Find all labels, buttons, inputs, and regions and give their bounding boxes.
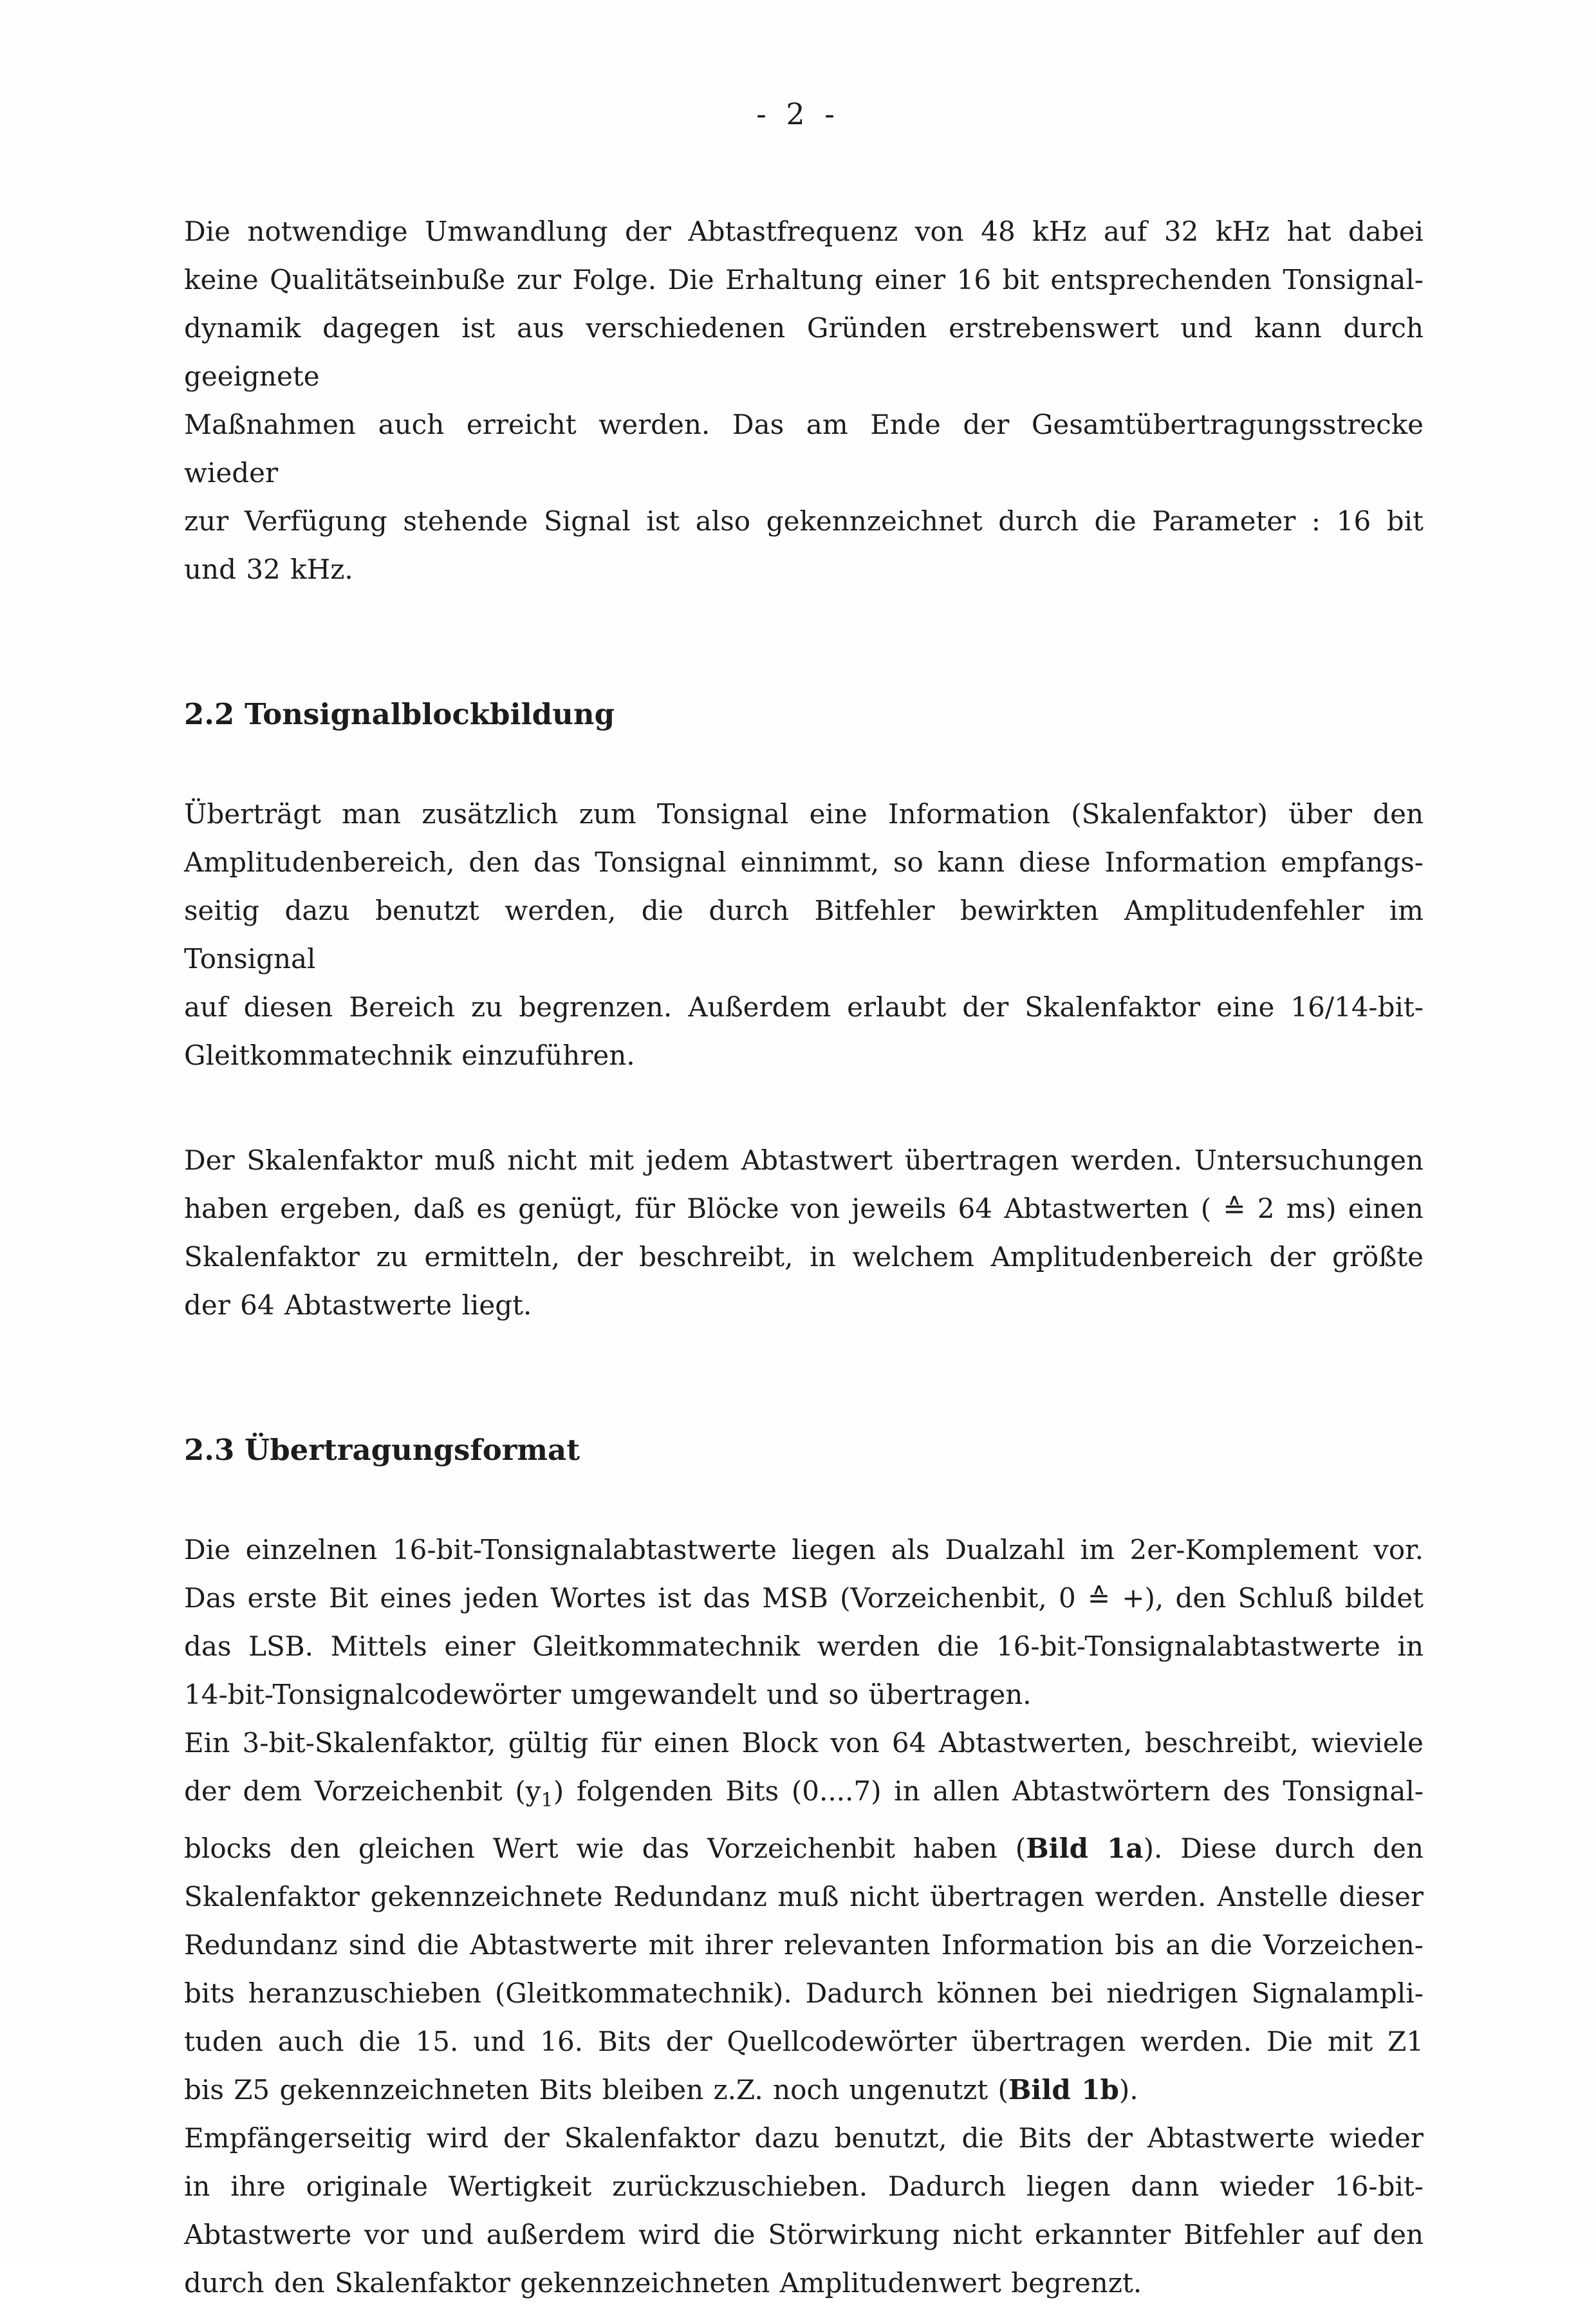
text-line: bis Z5 gekennzeichneten Bits bleiben z.Z. noch ungenutzt (Bild 1b).	[184, 2074, 1138, 2106]
page-number: - 2 -	[756, 97, 840, 131]
text-line: Der Skalenfaktor muß nicht mit jedem Abtastwert übertragen werden. Untersuchungen	[184, 1144, 1424, 1176]
text-line: Redundanz sind die Abtastwerte mit ihrer relevanten Information bis an die Vorzeichen-	[184, 1929, 1424, 1961]
text-line: Gleitkommatechnik einzuführen.	[184, 1040, 635, 1071]
text-line: der 64 Abtastwerte liegt.	[184, 1289, 532, 1321]
text-line: Skalenfaktor gekennzeichnete Redundanz muß nicht übertragen werden. Anstelle dieser	[184, 1881, 1424, 1913]
text-line: das LSB. Mittels einer Gleitkommatechnik werden die 16-bit-Tonsignalabtastwerte in	[184, 1630, 1424, 1662]
text-line: auf diesen Bereich zu begrenzen. Außerdem erlaubt der Skalenfaktor eine 16/14-bit-	[184, 991, 1424, 1023]
section-heading: 2.2 Tonsignalblockbildung	[184, 697, 615, 731]
text-line: bits heranzuschieben (Gleitkommatechnik). Dadurch können bei niedrigen Signalampli-	[184, 1977, 1424, 2010]
paragraph	[184, 207, 1424, 593]
text-line: in ihre originale Wertigkeit zurückzuschieben. Dadurch liegen dann wieder 16-bit-	[184, 2171, 1424, 2203]
text-line: Das erste Bit eines jeden Wortes ist das MSB (Vorzeichenbit, 0 ≙ +), den Schluß bildet	[184, 1582, 1424, 1614]
text-line: der dem Vorzeichenbit $(y_1)$ folgenden Bits (0....7) in allen Abtastwörtern des Tonsignal-	[184, 1775, 1424, 1812]
text-line: Amplitudenbereich, den das Tonsignal einnimmt, so kann diese Information empfangs-	[184, 846, 1424, 878]
text-line: Empfängerseitig wird der Skalenfaktor dazu benutzt, die Bits der Abtastwerte wieder	[184, 2122, 1424, 2154]
text-line: dynamik dagegen ist aus verschiedenen Gründen erstrebenswert und kann durch geeignete	[184, 312, 1424, 392]
text-line: Überträgt man zusätzlich zum Tonsignal eine Information (Skalenfaktor) über den	[184, 798, 1424, 830]
text-line: Abtastwerte vor und außerdem wird die Störwirkung nicht erkannter Bitfehler auf den	[184, 2219, 1424, 2251]
text-line: haben ergeben, daß es genügt, für Blöcke von jeweils 64 Abtastwerten ( ≙ 2 ms) einen	[184, 1193, 1424, 1224]
text-line: Ein 3-bit-Skalenfaktor, gültig für einen Block von 64 Abtastwerten, beschreibt, wieviele	[184, 1727, 1424, 1759]
document-content	[184, 207, 1424, 2307]
text-line: tuden auch die 15. und 16. Bits der Quellcodewörter übertragen werden. Die mit Z1	[184, 2026, 1424, 2058]
text-line: blocks den gleichen Wert wie das Vorzeichenbit haben (Bild 1a). Diese durch den	[184, 1833, 1424, 1865]
paragraph	[184, 1136, 1424, 1329]
text-line: durch den Skalenfaktor gekennzeichneten Amplitudenwert begrenzt.	[184, 2267, 1142, 2299]
text-line: keine Qualitätseinbuße zur Folge. Die Erhaltung einer 16 bit entsprechenden Tonsignal-	[184, 264, 1424, 295]
text-line: Die notwendige Umwandlung der Abtastfrequenz von 48 kHz auf 32 kHz hat dabei	[184, 216, 1424, 247]
paragraph	[184, 1526, 1424, 1719]
text-line: Skalenfaktor zu ermitteln, der beschreibt, in welchem Amplitudenbereich der größte	[184, 1241, 1424, 1273]
text-line: 14-bit-Tonsignalcodewörter umgewandelt und so übertragen.	[184, 1679, 1032, 1710]
paragraph	[184, 790, 1424, 1079]
text-line: seitig dazu benutzt werden, die durch Bitfehler bewirkten Amplitudenfehler im Tonsignal	[184, 895, 1424, 975]
paragraph	[184, 2114, 1424, 2307]
text-line: und 32 kHz.	[184, 554, 353, 585]
paragraph	[184, 1719, 1424, 2114]
text-line: zur Verfügung stehende Signal ist also gekennzeichnet durch die Parameter : 16 bit	[184, 505, 1424, 537]
text-line: Die einzelnen 16-bit-Tonsignalabtastwerte liegen als Dualzahl im 2er-Komplement vor.	[184, 1534, 1424, 1565]
section-heading: 2.3 Übertragungsformat	[184, 1433, 580, 1467]
text-line: Maßnahmen auch erreicht werden. Das am Ende der Gesamtübertragungsstrecke wieder	[184, 409, 1424, 489]
